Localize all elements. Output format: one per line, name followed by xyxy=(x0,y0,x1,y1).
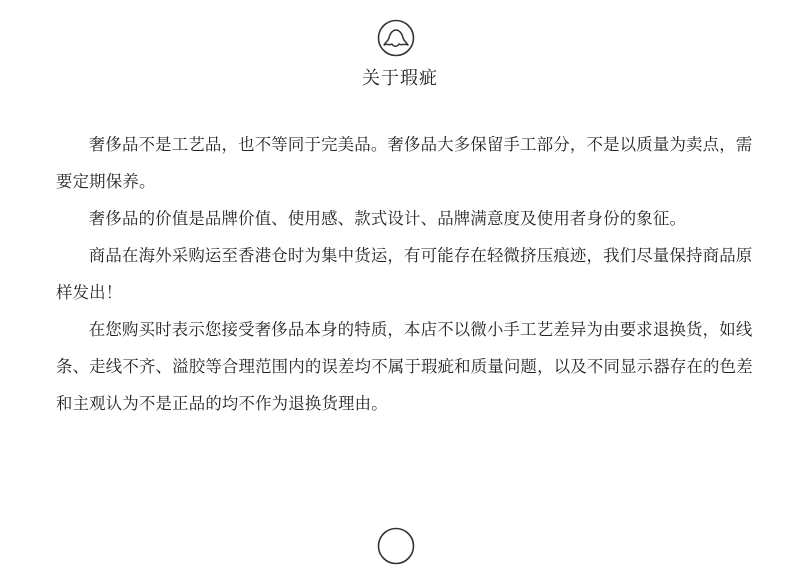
paragraph-shipping-marks: 商品在海外采购运至香港仓时为集中货运，有可能存在轻微挤压痕迹，我们尽量保持商品原样发出！ xyxy=(56,246,753,302)
circle-icon xyxy=(376,526,416,566)
section-title: 关于瑕疵 xyxy=(362,68,438,89)
paragraph-luxury-value: 奢侈品的价值是品牌价值、使用感、款式设计、品牌满意度及使用者身份的象征。 xyxy=(88,209,687,228)
section-icon-bottom xyxy=(376,526,416,566)
section-icon-top xyxy=(376,18,416,58)
paragraph-luxury-not-perfect: 奢侈品不是工艺品，也不等同于完美品。奢侈品大多保留手工部分，不是以质量为卖点，需要定期保养。 xyxy=(56,135,753,191)
mountain-circle-icon xyxy=(376,18,416,58)
flaw-policy-text xyxy=(56,126,768,422)
paragraph-return-policy: 在您购买时表示您接受奢侈品本身的特质，本店不以微小手工艺差异为由要求退换货，如线条、走线不齐、溢胶等合理范围内的误差均不属于瑕疵和质量问题，以及不同显示器存在的色差和主观认为不是正品的均不作为退换货理由。 xyxy=(56,320,753,413)
